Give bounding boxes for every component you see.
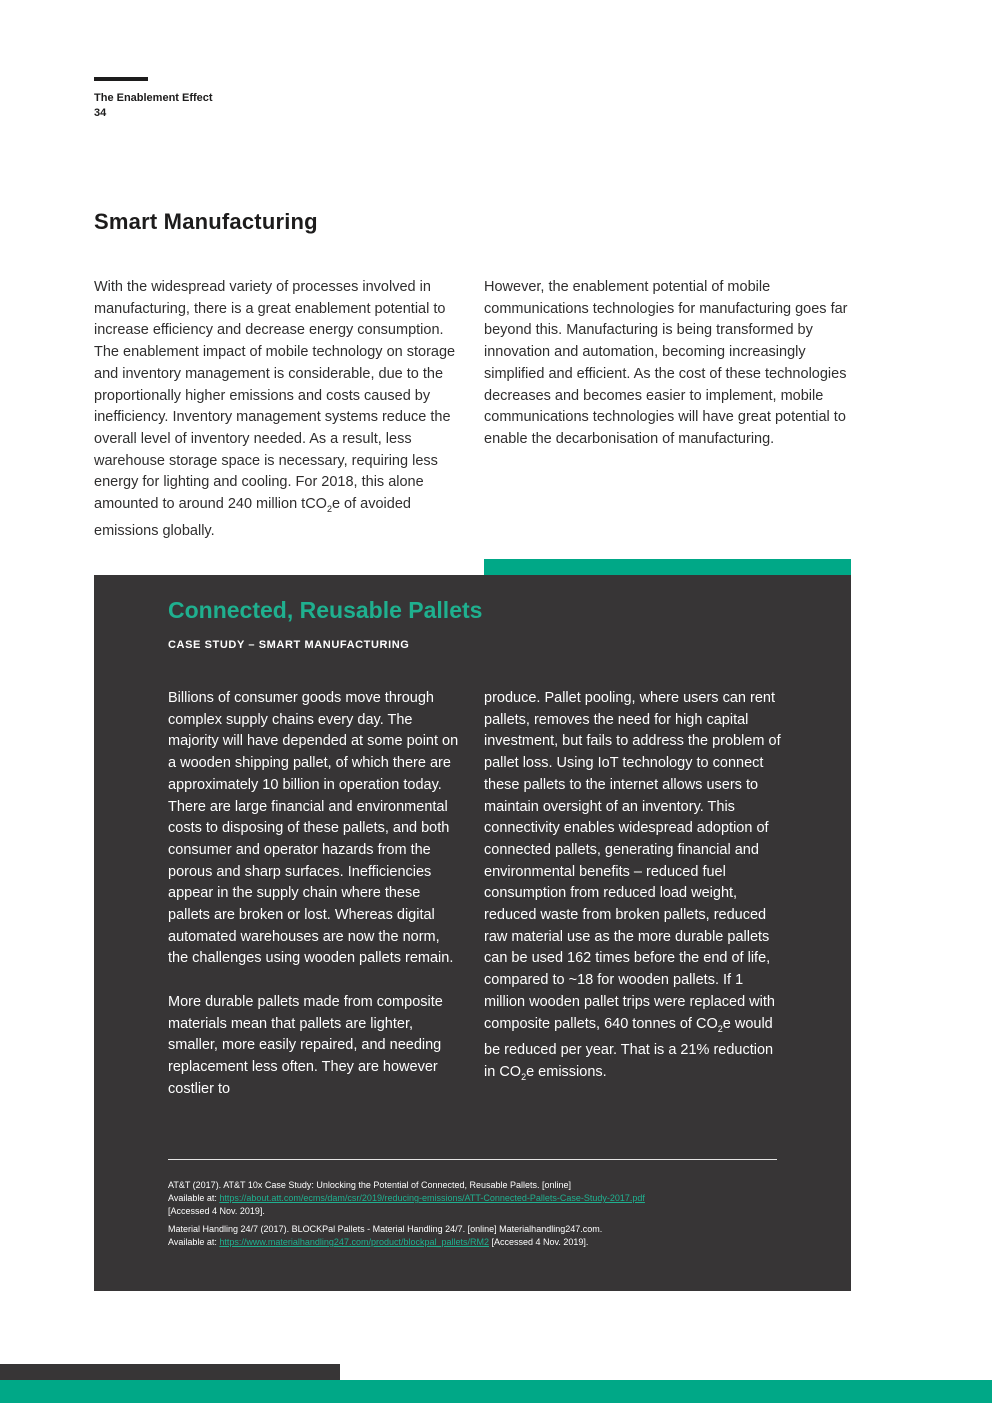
subscript-2: 2 [521, 1071, 527, 1082]
reference-item [168, 1179, 788, 1218]
case-paragraph-2: More durable pallets made from composite materials mean that pallets are lighter, smaller, more easily repaired, and needing replacement less often. They are however costlier to [168, 993, 443, 1097]
publication-title: The Enablement Effect [94, 92, 213, 104]
reference-link[interactable]: https://www.materialhandling247.com/product/blockpal_pallets/RM2 [219, 1237, 490, 1247]
case-study-subtitle: CASE STUDY – SMART MANUFACTURING [168, 639, 410, 651]
footer-dark-band [0, 1364, 340, 1380]
case-paragraph-3 [484, 688, 784, 1088]
case-study-box [94, 575, 851, 1291]
reference-accessed: [Accessed 4 Nov. 2019]. [168, 1206, 265, 1216]
intro-left-column [94, 277, 464, 542]
subscript-2: 2 [326, 503, 332, 514]
reference-available-label: Available at: [168, 1193, 220, 1203]
reference-item [168, 1223, 788, 1249]
case-study-title: Connected, Reusable Pallets [168, 597, 483, 623]
case-study-right-column [484, 688, 784, 1088]
subscript-2: 2 [717, 1023, 723, 1034]
references [168, 1179, 788, 1249]
reference-link[interactable]: https://about.att.com/ecms/dam/csr/2019/reducing-emissions/ATT-Connected-Pallets-Case-Study-2017.pdf [219, 1193, 645, 1203]
running-header [94, 91, 213, 121]
intro-right-column: However, the enablement potential of mobile communications technologies for manufacturing goes far beyond this. Manufacturing is being transformed by innovation and automation, becoming increasingly simplified and efficient. As the cost of these technologies decreases and becomes easier to implement, mobile communications technologies will have great potential to enable the decarbonisation of manufacturing. [484, 279, 848, 447]
case-study-left-column [168, 688, 463, 1100]
footer-green-band [0, 1380, 992, 1403]
section-title: Smart Manufacturing [94, 209, 318, 234]
case-right-text-b: e would be reduced per year. That is a 21% reduction in CO [484, 1015, 774, 1080]
references-divider [168, 1159, 777, 1160]
reference-accessed: [Accessed 4 Nov. 2019]. [489, 1237, 589, 1247]
reference-citation: AT&T (2017). AT&T 10x Case Study: Unlocking the Potential of Connected, Reusable Pallets. [online] [168, 1180, 572, 1190]
intro-left-text: With the widespread variety of processes involved in manufacturing, there is a great enablement potential to increase efficiency and decrease energy consumption. The enablement impact of mobile technology on storage and inventory management is considerable, due to the proportionally higher emissions and costs caused by inefficiency. Inventory management systems reduce the overall level of inventory needed. As a result, less warehouse storage space is necessary, requiring less energy for lighting and cooling. For 2018, this alone amounted to around 240 million tCO [94, 279, 456, 513]
case-paragraph-1: Billions of consumer goods move through complex supply chains every day. The majority will have depended at some point on a wooden shipping pallet, of which there are approximately 10 billion in operation today. There are large financial and environmental costs to disposing of these pallets, and both consumer and operator hazards from the porous and sharp surfaces. Inefficiencies appear in the supply chain where these pallets are broken or lost. Whereas digital automated warehouses are now the norm, the challenges using wooden pallets remain. [168, 690, 459, 967]
intro-left-tail: e of avoided emissions globally. [94, 496, 411, 539]
case-right-text-c: e emissions. [526, 1063, 607, 1080]
accent-bar [484, 559, 851, 575]
page-number: 34 [94, 107, 107, 119]
case-right-text-a: produce. Pallet pooling, where users can rent pallets, removes the need for high capital investment, but fails to address the problem of pallet loss. Using IoT technology to connect these pallets to the internet allows users to maintain oversight of an inventory. This connectivity enables widespread adoption of connected pallets, generating financial and environmental benefits – reduced fuel consumption from reduced load weight, reduced waste from broken pallets, reduced raw material use as the more durable pallets can be used 162 times before the end of life, compared to ~18 for wooden pallets. If 1 million wooden pallet trips were replaced with composite pallets, 640 tonnes of CO [484, 690, 781, 1032]
reference-available-label: Available at: [168, 1237, 220, 1247]
header-rule [94, 77, 148, 81]
reference-citation: Material Handling 24/7 (2017). BLOCKPal Pallets - Material Handling 24/7. [online] Materialhandling247.com. [168, 1224, 603, 1234]
